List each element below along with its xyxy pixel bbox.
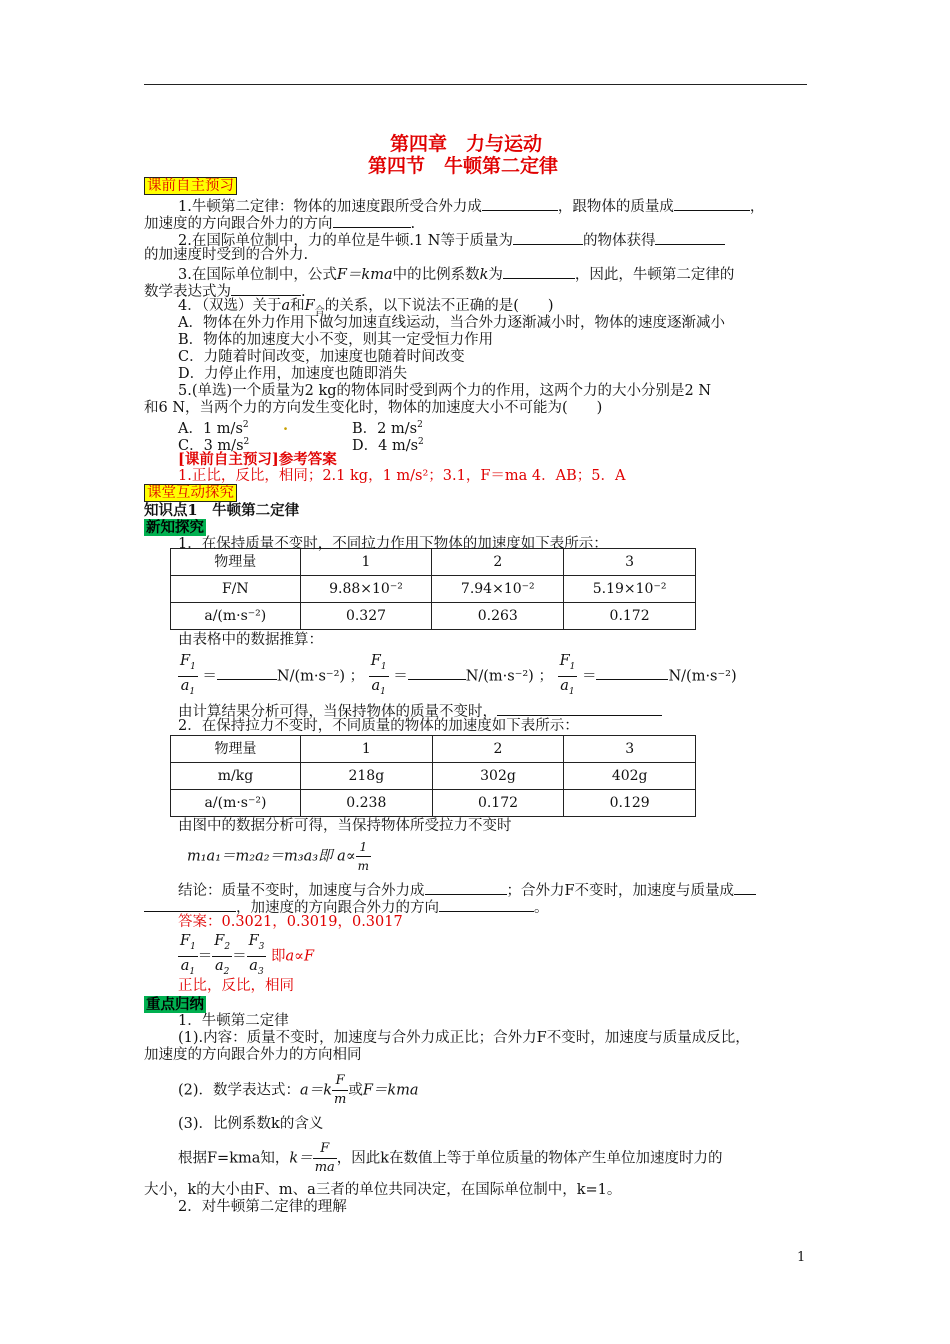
answer-line: 1.正比，反比，相同；2.1 kg，1 m/s²；3.1，F＝ma 4．AB；5．A [178,468,626,484]
table1-cell: F/N [171,576,301,603]
table-row [171,790,696,817]
table2-cell: a/(m·s⁻²) [171,790,301,817]
q4-option-c: C．力随着时间改变，加速度也随着时间改变 [178,349,465,365]
knowledge-point-1: 知识点1 牛顿第二定律 [144,502,300,519]
table-row [171,603,696,630]
answer-words: 正比，反比，相同 [178,978,294,994]
table1-header: 3 [564,549,696,576]
q5-line1: 5.(单选)一个质量为2 kg的物体同时受到两个力的作用，这两个力的大小分别是2 N [178,383,712,399]
table2-header: 物理量 [171,736,301,763]
table2-header: 1 [301,736,433,763]
q4-option-b: B．物体的加速度大小不变，则其一定受恒力作用 [178,332,494,348]
classroom-header: 课堂互动探究 [144,484,237,502]
page-number: 1 [797,1250,806,1265]
coefficient-line2: 大小，k的大小由F、m、a三者的单位共同决定，在国际单位制中，k=1。 [144,1182,622,1198]
section-title: 第四节 牛顿第二定律 [368,155,559,177]
table2-cell: 218g [301,763,433,790]
q3-line2: 数学表达式为 . [144,281,306,301]
q5-option-a: A．1 $m/s^2$ [178,420,249,437]
table2-cell: 0.172 [432,790,564,817]
table2-cell: 0.129 [564,790,696,817]
math-expression: (2)．数学表达式：a＝k $\frac{F}{m}$ 或F＝kma [178,1073,419,1107]
table1-cell: 5.19×10⁻² [564,576,696,603]
key-summary-header: 重点归纳 [146,996,204,1013]
key-point-1: 1．牛顿第二定律 [178,1013,289,1029]
q4-option-a: A．物体在外力作用下做匀加速直线运动，当合外力逐渐减小时，物体的速度逐渐减小 [178,315,725,331]
q5-option-d: D．4 $m/s^2$ [352,437,424,454]
table-row [171,576,696,603]
q1-line1: 1.牛顿第二定律：物体的加速度跟所受合外力成 ，跟物体的质量成 ， [178,196,764,216]
table1-header: 物理量 [171,549,301,576]
table1-cell: 0.172 [564,603,696,630]
table1-header: 1 [300,549,432,576]
q4-option-d: D．力停止作用，加速度也随即消失 [178,366,408,382]
new-knowledge-header: 新知探究 [146,519,204,536]
q5-option-b: B．2 $m/s^2$ [352,420,423,437]
q1-line2: 加速度的方向跟合外力的方向 . [144,213,415,233]
conclusion-line2: ，加速度的方向跟合外力的方向 。 [144,897,549,917]
table2-cell: 402g [564,763,696,790]
q3-line1: 3.在国际单位制中，公式F＝kma中的比例系数k为 ，因此，牛顿第二定律的 [178,264,734,284]
answer-ratio-formula: $\frac{F_1}{a_1}$ ＝ $\frac{F_2}{a_2}$ ＝ $\frac{F_3}{a_3}$ 即a∝F [180,933,315,977]
calc-intro: 由表格中的数据推算： [178,632,323,648]
table2-cell: 0.238 [301,790,433,817]
table1-cell: 7.94×10⁻² [432,576,564,603]
table1-intro: 1．在保持质量不变时，不同拉力作用下物体的加速度如下表所示： [178,536,608,552]
table-force-acceleration [170,548,696,630]
table1-cell: 9.88×10⁻² [300,576,432,603]
table2-header: 3 [564,736,696,763]
table2-header: 2 [432,736,564,763]
content-line2: 加速度的方向跟合外力的方向相同 [144,1047,362,1063]
q4-stem: 4．（双选）关于a和$F_合$的关系，以下说法不正确的是( ) [178,298,554,317]
stray-dot: . [283,417,289,434]
coefficient-line1: 根据F=kma知，k＝ $\frac{F}{ma}$ ，因此k在数值上等于单位质量的物体产生单位加速度时力的 [178,1141,723,1175]
q2-line2: 的加速度时受到的合外力. [144,247,309,263]
conclude2: 由图中的数据分析可得，当保持物体所受拉力不变时 [178,818,512,834]
ratio-line: $\frac{F_1}{a_1}$ ＝ N/(m·s⁻²) ； $\frac{F_1}{a_1}$ ＝ N/(m·s⁻²) ； $\frac{F_1}{a_1}$ ＝ N/(m·s⁻²) [180,653,737,697]
table2-cell: 302g [432,763,564,790]
table2-intro: 2．在保持拉力不变时，不同质量的物体的加速度如下表所示： [178,718,579,734]
table1-cell: 0.327 [300,603,432,630]
header-rule [144,84,807,85]
q5-option-c: C．3 $m/s^2$ [178,437,250,454]
table1-cell: a/(m·s⁻²) [171,603,301,630]
q2-line1: 2.在国际单位制中，力的单位是牛顿.1 N等于质量为 的物体获得 [178,230,725,250]
table-row [171,763,696,790]
chapter-title: 第四章 力与运动 [390,133,543,155]
preview-header: 课前自主预习 [144,177,237,195]
conclusion-line1: 结论：质量不变时，加速度与合外力成 ；合外力F不变时，加速度与质量成 [178,880,756,900]
conclude1: 由计算结果分析可得，当保持物体的质量不变时， [178,701,662,721]
mass-accel-relation: m₁a₁＝m₂a₂＝m₃a₃即 a∝ $\frac{1}{m}$ [187,840,370,873]
key-point-2: 2．对牛顿第二定律的理解 [178,1199,347,1215]
table-mass-acceleration [170,735,696,817]
table2-cell: m/kg [171,763,301,790]
answer-values: 答案：0.3021，0.3019，0.3017 [178,914,403,930]
table1-header: 2 [432,549,564,576]
q5-line2: 和6 N，当两个力的方向发生变化时，物体的加速度大小不可能为( ) [144,400,603,416]
table1-cell: 0.263 [432,603,564,630]
coefficient-meaning: (3)．比例系数k的含义 [178,1116,324,1132]
content-line1: (1).内容：质量不变时，加速度与合外力成正比；合外力F不变时，加速度与质量成反比， [178,1030,750,1046]
answer-header: [课前自主预习]参考答案 [178,451,337,468]
